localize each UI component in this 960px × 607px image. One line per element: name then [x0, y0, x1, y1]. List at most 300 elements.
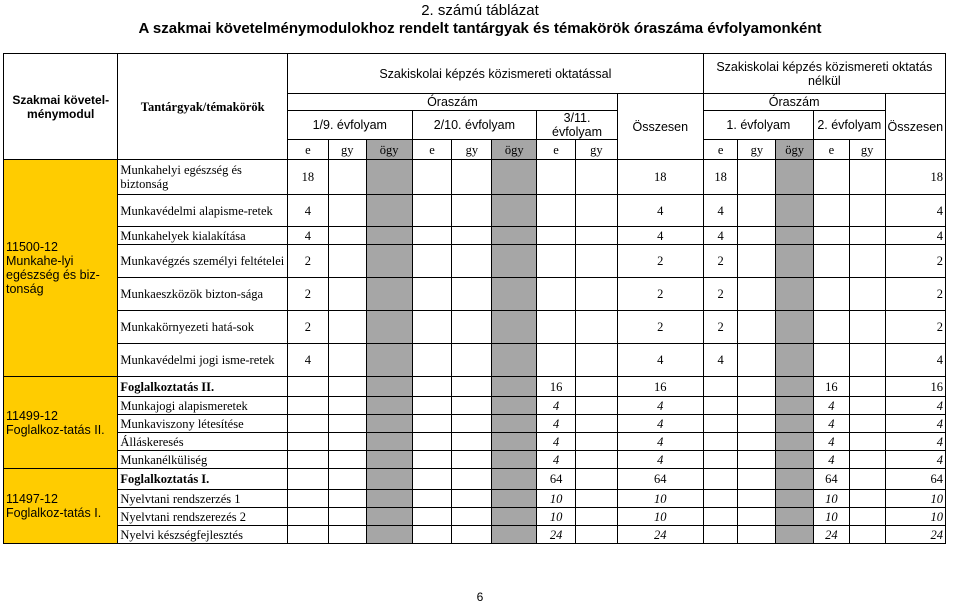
hours-cell	[849, 377, 885, 397]
ogy-cell	[776, 451, 814, 469]
ogy-cell	[492, 344, 537, 377]
total-with-cell: 4	[617, 195, 703, 227]
title-block	[0, 0, 960, 38]
ogy-cell	[776, 311, 814, 344]
hours-cell	[849, 311, 885, 344]
total-without-cell: 2	[885, 245, 945, 278]
total-without-cell: 18	[885, 160, 945, 195]
oraszam-with-header: Óraszám	[287, 94, 617, 111]
hours-cell	[575, 227, 617, 245]
hours-cell	[452, 195, 492, 227]
hours-cell	[452, 344, 492, 377]
hours-cell	[575, 245, 617, 278]
total-without-cell: 64	[885, 469, 945, 490]
hours-cell	[814, 311, 850, 344]
hours-cell: 4	[287, 227, 328, 245]
table-title: A szakmai követelménymodulokhoz rendelt tantárgyak és témakörök óraszáma évfolyamonként	[138, 20, 822, 37]
ogy-cell	[492, 490, 537, 508]
ogy-cell	[776, 469, 814, 490]
hours-cell	[738, 526, 776, 544]
ogy-cell	[366, 278, 412, 311]
hours-cell	[738, 311, 776, 344]
subheader-without-ögy: ögy	[776, 140, 814, 160]
hours-cell	[814, 195, 850, 227]
subject-header: Tantárgyak/témakörök	[118, 54, 288, 160]
hours-cell	[287, 469, 328, 490]
hours-cell: 2	[287, 311, 328, 344]
hours-cell: 10	[537, 490, 576, 508]
hours-cell	[738, 490, 776, 508]
hours-cell: 10	[537, 508, 576, 526]
ogy-cell	[776, 227, 814, 245]
total-with-cell: 10	[617, 508, 703, 526]
table-row	[4, 278, 946, 311]
hours-cell	[703, 508, 738, 526]
subheader-with-gy: gy	[575, 140, 617, 160]
total-with-cell: 10	[617, 490, 703, 508]
hours-cell	[452, 526, 492, 544]
subheader-with-gy: gy	[328, 140, 366, 160]
total-without-cell: 4	[885, 195, 945, 227]
table-number: 2. számú táblázat	[421, 2, 539, 19]
hours-cell	[287, 433, 328, 451]
hours-cell	[287, 508, 328, 526]
ogy-cell	[366, 526, 412, 544]
hours-cell	[738, 227, 776, 245]
page-number: 6	[476, 590, 484, 604]
group-without-header: Szakiskolai képzés közismereti oktatás nélkül	[703, 54, 945, 94]
total-with-cell: 4	[617, 433, 703, 451]
hours-cell	[328, 451, 366, 469]
subject-name: Foglalkoztatás I.	[118, 469, 288, 490]
hours-cell	[575, 451, 617, 469]
hours-cell	[287, 397, 328, 415]
hours-cell: 64	[537, 469, 576, 490]
hours-cell: 18	[703, 160, 738, 195]
subheader-with-e: e	[537, 140, 576, 160]
hours-cell: 2	[287, 245, 328, 278]
hours-cell	[452, 377, 492, 397]
ogy-cell	[776, 377, 814, 397]
hours-cell	[575, 433, 617, 451]
hours-cell	[849, 160, 885, 195]
hours-cell	[738, 377, 776, 397]
hours-cell	[738, 508, 776, 526]
hours-cell	[537, 195, 576, 227]
hours-cell	[452, 508, 492, 526]
hours-cell	[537, 227, 576, 245]
hours-cell	[287, 490, 328, 508]
hours-cell: 16	[537, 377, 576, 397]
hours-cell	[849, 469, 885, 490]
subheader-with-e: e	[412, 140, 452, 160]
hours-cell	[703, 526, 738, 544]
hours-cell	[703, 490, 738, 508]
hours-cell	[738, 433, 776, 451]
hours-cell	[452, 490, 492, 508]
total-with-cell: 24	[617, 526, 703, 544]
hours-cell	[575, 311, 617, 344]
hours-cell: 4	[537, 433, 576, 451]
ogy-cell	[492, 469, 537, 490]
hours-cell: 2	[287, 278, 328, 311]
hours-cell	[849, 415, 885, 433]
hours-cell	[287, 526, 328, 544]
total-with-cell: 2	[617, 278, 703, 311]
hours-cell	[849, 433, 885, 451]
ogy-cell	[776, 160, 814, 195]
ogy-cell	[492, 397, 537, 415]
total-without-cell: 2	[885, 278, 945, 311]
hours-cell	[287, 377, 328, 397]
hours-cell: 4	[814, 433, 850, 451]
hours-cell	[328, 195, 366, 227]
subject-name: Munkaeszközök bizton-sága	[118, 278, 288, 311]
subject-name: Munkahelyek kialakítása	[118, 227, 288, 245]
ogy-cell	[492, 415, 537, 433]
table-row	[4, 195, 946, 227]
hours-cell	[412, 278, 452, 311]
total-with-cell: 4	[617, 344, 703, 377]
ogy-cell	[492, 526, 537, 544]
subject-name: Munkanélküliség	[118, 451, 288, 469]
total-with-cell: 18	[617, 160, 703, 195]
hours-cell	[328, 311, 366, 344]
ogy-cell	[492, 227, 537, 245]
hours-cell: 4	[703, 195, 738, 227]
table-row	[4, 377, 946, 397]
total-without-cell: 24	[885, 526, 945, 544]
hours-cell	[328, 508, 366, 526]
hours-cell	[575, 526, 617, 544]
ogy-cell	[366, 245, 412, 278]
subject-name: Munkahelyi egészség és biztonság	[118, 160, 288, 195]
hours-cell	[452, 245, 492, 278]
subheader-without-e: e	[703, 140, 738, 160]
hours-cell: 2	[703, 278, 738, 311]
table-row	[4, 469, 946, 490]
ogy-cell	[366, 195, 412, 227]
ogy-cell	[492, 195, 537, 227]
ogy-cell	[492, 160, 537, 195]
hours-cell	[328, 160, 366, 195]
hours-cell	[575, 415, 617, 433]
hours-cell	[814, 227, 850, 245]
hours-cell	[849, 490, 885, 508]
hours-cell	[575, 160, 617, 195]
total-without-cell: 4	[885, 433, 945, 451]
ogy-cell	[776, 490, 814, 508]
ogy-cell	[366, 433, 412, 451]
hours-cell	[328, 415, 366, 433]
hours-cell	[703, 469, 738, 490]
total-with-cell: 4	[617, 415, 703, 433]
hours-cell: 24	[537, 526, 576, 544]
hours-cell	[412, 469, 452, 490]
hours-cell	[703, 377, 738, 397]
hours-cell	[738, 245, 776, 278]
hours-cell	[738, 469, 776, 490]
ogy-cell	[366, 469, 412, 490]
hours-cell	[412, 415, 452, 433]
total-with-cell: 4	[617, 397, 703, 415]
year-without-1: 1. évfolyam	[703, 111, 813, 140]
osszesen-with-header: Összesen	[617, 94, 703, 160]
hours-cell	[328, 278, 366, 311]
module-cell: 11499-12 Foglalkoz-tatás II.	[4, 377, 118, 469]
total-without-cell: 4	[885, 344, 945, 377]
subheader-with-e: e	[287, 140, 328, 160]
hours-cell	[537, 160, 576, 195]
ogy-cell	[366, 344, 412, 377]
total-with-cell: 64	[617, 469, 703, 490]
module-cell: 11497-12 Foglalkoz-tatás I.	[4, 469, 118, 544]
hours-cell	[412, 311, 452, 344]
hours-cell	[849, 508, 885, 526]
total-without-cell: 4	[885, 397, 945, 415]
hours-cell	[412, 160, 452, 195]
hours-cell	[412, 344, 452, 377]
hours-cell: 4	[537, 397, 576, 415]
year-without-2: 2. évfolyam	[814, 111, 886, 140]
total-without-cell: 10	[885, 508, 945, 526]
total-with-cell: 2	[617, 245, 703, 278]
group-with-header: Szakiskolai képzés közismereti oktatással	[287, 54, 703, 94]
total-without-cell: 4	[885, 227, 945, 245]
hours-cell: 4	[814, 451, 850, 469]
subject-name: Munkajogi alapismeretek	[118, 397, 288, 415]
hours-cell: 4	[814, 415, 850, 433]
hours-cell	[738, 397, 776, 415]
hours-cell: 2	[703, 311, 738, 344]
hours-cell: 4	[537, 451, 576, 469]
total-with-cell: 2	[617, 311, 703, 344]
subject-name: Munkavédelmi alapisme-retek	[118, 195, 288, 227]
hours-cell	[452, 160, 492, 195]
hours-cell	[328, 433, 366, 451]
ogy-cell	[776, 415, 814, 433]
hours-cell	[703, 451, 738, 469]
oraszam-without-header: Óraszám	[703, 94, 885, 111]
module-header: Szakmai követel-ménymodul	[4, 54, 118, 160]
subject-name: Nyelvi készségfejlesztés	[118, 526, 288, 544]
subheader-without-e: e	[814, 140, 850, 160]
hours-cell	[814, 344, 850, 377]
curriculum-table	[3, 53, 946, 544]
hours-cell	[849, 278, 885, 311]
subject-name: Álláskeresés	[118, 433, 288, 451]
hours-cell	[328, 377, 366, 397]
hours-cell	[814, 160, 850, 195]
hours-cell	[452, 227, 492, 245]
ogy-cell	[366, 415, 412, 433]
hours-cell	[412, 195, 452, 227]
hours-cell	[537, 245, 576, 278]
hours-cell	[412, 397, 452, 415]
ogy-cell	[366, 160, 412, 195]
ogy-cell	[366, 311, 412, 344]
ogy-cell	[492, 311, 537, 344]
ogy-cell	[366, 508, 412, 526]
total-without-cell: 4	[885, 451, 945, 469]
hours-cell	[738, 278, 776, 311]
hours-cell	[738, 160, 776, 195]
hours-cell	[328, 490, 366, 508]
table-row	[4, 397, 946, 415]
table-row	[4, 433, 946, 451]
hours-cell	[738, 344, 776, 377]
hours-cell: 2	[703, 245, 738, 278]
hours-cell	[575, 278, 617, 311]
hours-cell	[412, 490, 452, 508]
table-row	[4, 227, 946, 245]
hours-cell	[328, 526, 366, 544]
hours-cell	[814, 245, 850, 278]
hours-cell	[328, 245, 366, 278]
ogy-cell	[492, 278, 537, 311]
total-with-cell: 16	[617, 377, 703, 397]
ogy-cell	[776, 433, 814, 451]
hours-cell	[452, 415, 492, 433]
table-row	[4, 344, 946, 377]
hours-cell	[575, 490, 617, 508]
ogy-cell	[776, 526, 814, 544]
total-without-cell: 4	[885, 415, 945, 433]
hours-cell	[849, 245, 885, 278]
ogy-cell	[366, 227, 412, 245]
subject-name: Munkavégzés személyi feltételei	[118, 245, 288, 278]
hours-cell: 4	[814, 397, 850, 415]
ogy-cell	[366, 377, 412, 397]
hours-cell	[537, 311, 576, 344]
table-row	[4, 526, 946, 544]
subject-name: Munkaviszony létesítése	[118, 415, 288, 433]
hours-cell	[849, 344, 885, 377]
hours-cell	[849, 451, 885, 469]
subject-name: Foglalkoztatás II.	[118, 377, 288, 397]
ogy-cell	[776, 245, 814, 278]
table-row	[4, 245, 946, 278]
ogy-cell	[366, 451, 412, 469]
table-row	[4, 311, 946, 344]
hours-cell	[412, 245, 452, 278]
hours-cell	[328, 469, 366, 490]
total-without-cell: 16	[885, 377, 945, 397]
hours-cell	[452, 397, 492, 415]
hours-cell	[328, 227, 366, 245]
hours-cell: 18	[287, 160, 328, 195]
hours-cell	[328, 397, 366, 415]
hours-cell: 4	[703, 227, 738, 245]
hours-cell	[452, 433, 492, 451]
hours-cell	[452, 278, 492, 311]
hours-cell	[703, 397, 738, 415]
hours-cell	[452, 451, 492, 469]
hours-cell	[814, 278, 850, 311]
total-with-cell: 4	[617, 227, 703, 245]
hours-cell	[575, 195, 617, 227]
hours-cell	[703, 433, 738, 451]
total-with-cell: 4	[617, 451, 703, 469]
hours-cell: 4	[287, 195, 328, 227]
total-without-cell: 2	[885, 311, 945, 344]
subheader-without-gy: gy	[738, 140, 776, 160]
hours-cell: 10	[814, 508, 850, 526]
ogy-cell	[776, 397, 814, 415]
hours-cell: 24	[814, 526, 850, 544]
module-cell: 11500-12 Munkahe-lyi egészség és biz-tonság	[4, 160, 118, 377]
year-with-2: 2/10. évfolyam	[412, 111, 537, 140]
ogy-cell	[492, 245, 537, 278]
ogy-cell	[492, 377, 537, 397]
hours-cell	[849, 526, 885, 544]
hours-cell	[452, 311, 492, 344]
hours-cell	[328, 344, 366, 377]
hours-cell	[575, 469, 617, 490]
osszesen-without-header: Összesen	[885, 94, 945, 160]
ogy-cell	[776, 195, 814, 227]
hours-cell	[575, 508, 617, 526]
year-with-3: 3/11. évfolyam	[537, 111, 618, 140]
ogy-cell	[776, 344, 814, 377]
ogy-cell	[366, 490, 412, 508]
subheader-with-gy: gy	[452, 140, 492, 160]
hours-cell	[849, 227, 885, 245]
subheader-without-gy: gy	[849, 140, 885, 160]
total-without-cell: 10	[885, 490, 945, 508]
ogy-cell	[366, 397, 412, 415]
hours-cell	[412, 433, 452, 451]
year-with-1: 1/9. évfolyam	[287, 111, 412, 140]
hours-cell: 10	[814, 490, 850, 508]
hours-cell	[452, 469, 492, 490]
hours-cell	[412, 377, 452, 397]
hours-cell	[849, 397, 885, 415]
hours-cell	[412, 526, 452, 544]
hours-cell	[537, 344, 576, 377]
hours-cell	[575, 397, 617, 415]
subheader-with-ögy: ögy	[492, 140, 537, 160]
ogy-cell	[492, 451, 537, 469]
subject-name: Nyelvtani rendszerezés 2	[118, 508, 288, 526]
hours-cell	[287, 451, 328, 469]
table-row	[4, 160, 946, 195]
hours-cell: 64	[814, 469, 850, 490]
ogy-cell	[776, 508, 814, 526]
hours-cell	[412, 451, 452, 469]
subheader-with-ögy: ögy	[366, 140, 412, 160]
hours-cell	[287, 415, 328, 433]
hours-cell	[738, 195, 776, 227]
hours-cell	[575, 344, 617, 377]
table-row	[4, 451, 946, 469]
hours-cell	[849, 195, 885, 227]
hours-cell	[412, 227, 452, 245]
hours-cell	[738, 415, 776, 433]
table-row	[4, 508, 946, 526]
subject-name: Nyelvtani rendszerzés 1	[118, 490, 288, 508]
hours-cell: 16	[814, 377, 850, 397]
hours-cell	[537, 278, 576, 311]
hours-cell	[703, 415, 738, 433]
ogy-cell	[492, 433, 537, 451]
hours-cell	[575, 377, 617, 397]
ogy-cell	[492, 508, 537, 526]
table-row	[4, 415, 946, 433]
hours-cell: 4	[287, 344, 328, 377]
hours-cell	[412, 508, 452, 526]
subject-name: Munkavédelmi jogi isme-retek	[118, 344, 288, 377]
